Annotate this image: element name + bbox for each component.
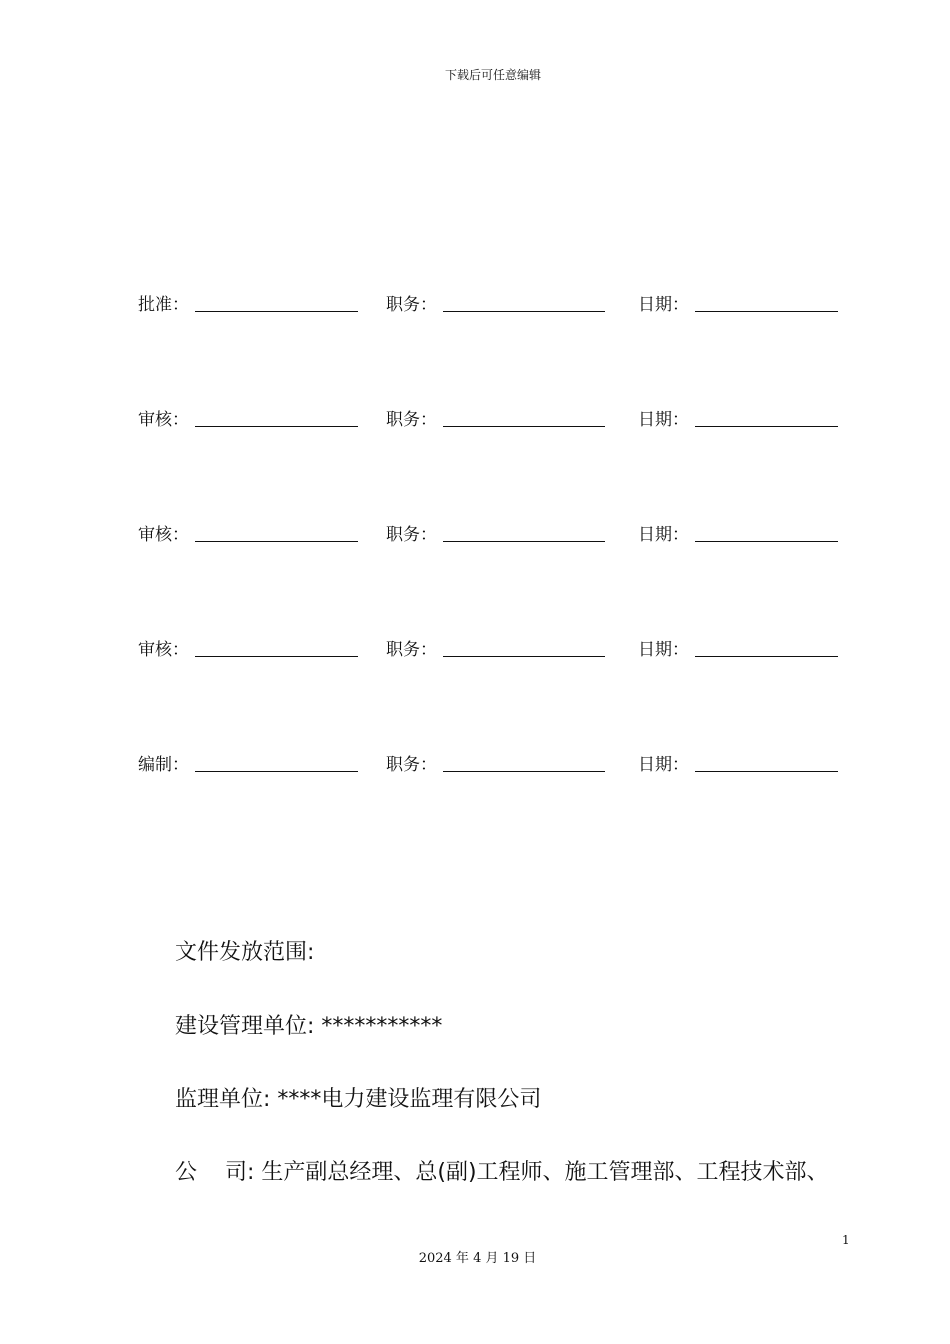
date-label: 日期： — [638, 295, 689, 315]
signoff-row-review-3 — [138, 635, 848, 659]
role-signature-line — [195, 656, 358, 657]
position-signature-line — [443, 311, 605, 312]
signoff-row-compile — [138, 750, 848, 774]
position-label: 职务： — [386, 640, 437, 660]
date-signature-line — [695, 656, 838, 657]
signoff-row-approve — [138, 290, 848, 314]
date-label: 日期： — [638, 640, 689, 660]
signoff-row-review-2 — [138, 520, 848, 544]
role-signature-line — [195, 311, 358, 312]
date-signature-line — [695, 311, 838, 312]
role-signature-line — [195, 426, 358, 427]
role-signature-line — [195, 541, 358, 542]
position-label: 职务： — [386, 525, 437, 545]
position-label: 职务： — [386, 755, 437, 775]
distribution-title: 文件发放范围: — [175, 940, 315, 965]
date-signature-line — [695, 426, 838, 427]
date-label: 日期： — [638, 525, 689, 545]
role-label: 审核： — [138, 525, 189, 545]
date-signature-line — [695, 771, 838, 772]
footer-date: 2024 年 4 月 19 日 — [418, 1251, 537, 1266]
role-label: 批准： — [138, 295, 189, 315]
role-label: 审核： — [138, 410, 189, 430]
construction-unit-line: 建设管理单位: *********** — [175, 1014, 443, 1039]
role-signature-line — [195, 771, 358, 772]
header-note: 下载后可任意编辑 — [444, 68, 541, 82]
position-label: 职务： — [386, 295, 437, 315]
position-signature-line — [443, 771, 605, 772]
page-number: 1 — [842, 1233, 850, 1247]
supervision-unit-line: 监理单位: ****电力建设监理有限公司 — [175, 1087, 542, 1112]
date-signature-line — [695, 541, 838, 542]
position-signature-line — [443, 541, 605, 542]
position-label: 职务： — [386, 410, 437, 430]
position-signature-line — [443, 426, 605, 427]
role-label: 编制： — [138, 755, 189, 775]
signoff-row-review-1 — [138, 405, 848, 429]
position-signature-line — [443, 656, 605, 657]
company-line: 公 司: 生产副总经理、总(副)工程师、施工管理部、工程技术部、 — [175, 1160, 829, 1185]
role-label: 审核： — [138, 640, 189, 660]
date-label: 日期： — [638, 755, 689, 775]
date-label: 日期： — [638, 410, 689, 430]
